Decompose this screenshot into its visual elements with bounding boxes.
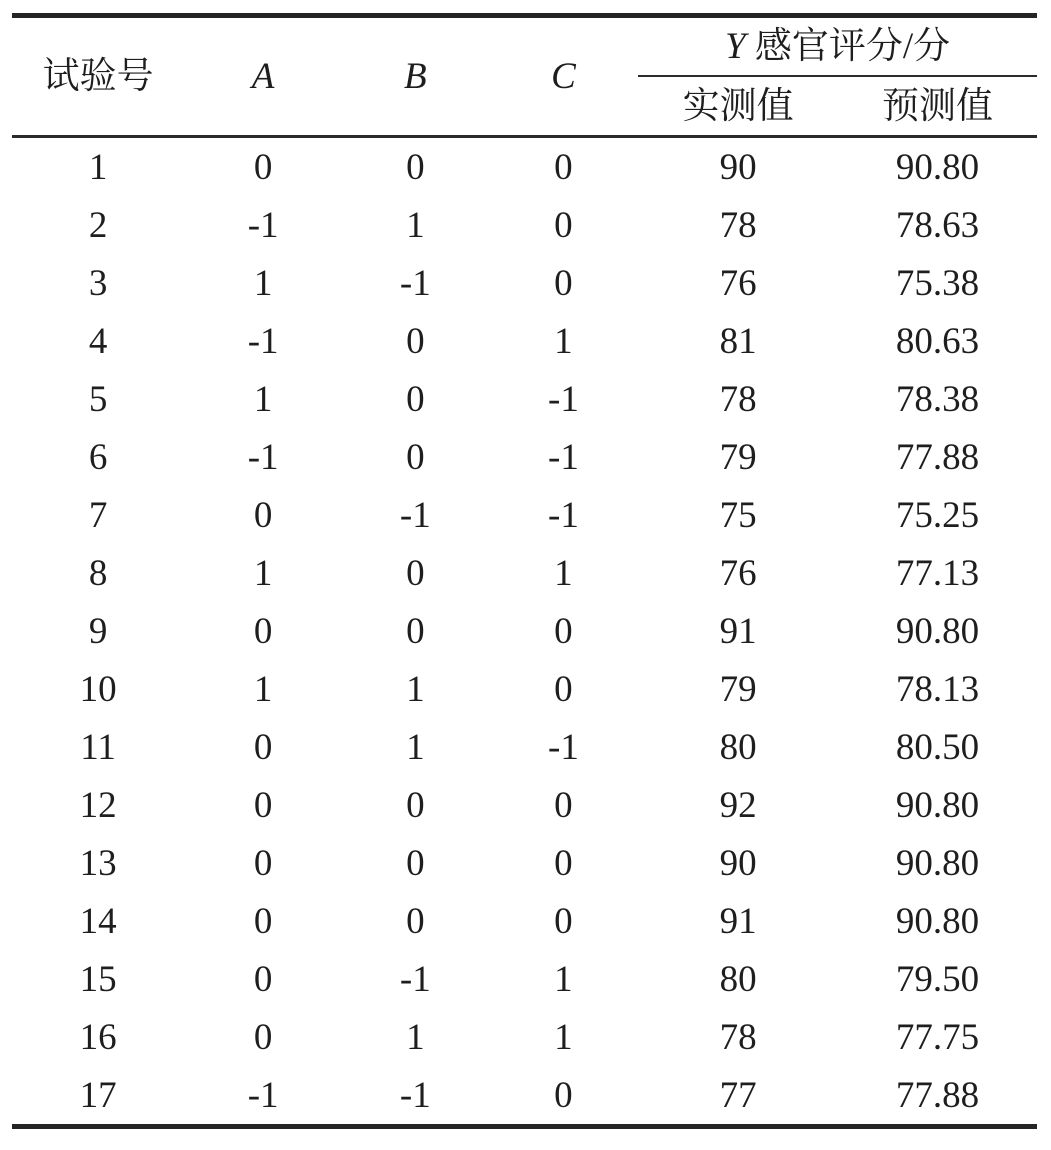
cell-measured-value: 75 [719,494,757,536]
cell-factor-c: 0 [554,842,573,884]
cell-factor-b: 0 [406,146,425,188]
cell-factor-c: -1 [548,436,579,478]
table-row [12,950,1037,1008]
cell-test-number: 13 [79,842,117,884]
cell-measured-value: 91 [719,610,757,652]
header-factor-b: B [342,16,489,137]
cell-measured-value: 80 [719,958,757,1000]
cell-predicted-value: 78.38 [895,378,980,420]
cell-factor-a: 0 [253,1016,273,1058]
cell-factor-a: 0 [253,610,273,652]
cell-predicted-value: 78.13 [895,668,980,710]
cell-factor-c: 0 [554,610,573,652]
cell-measured-value: 78 [719,1016,757,1058]
cell-predicted-value: 78.63 [895,204,980,246]
cell-factor-a: 0 [253,784,273,826]
header-group-row [12,16,1037,77]
cell-test-number: 10 [79,668,117,710]
cell-measured-value: 77 [719,1074,757,1116]
cell-predicted-value: 77.13 [895,552,980,594]
table-row [12,1066,1037,1127]
cell-factor-a: 0 [253,146,273,188]
cell-factor-a: 0 [253,726,273,768]
cell-predicted-value: 77.88 [895,436,980,478]
header-predicted-value: 预测值 [838,76,1037,137]
cell-factor-c: 0 [554,1074,573,1116]
cell-factor-b: -1 [399,262,431,304]
cell-predicted-value: 90.80 [895,610,980,652]
cell-factor-a: 0 [253,842,273,884]
table-row [12,660,1037,718]
cell-predicted-value: 90.80 [895,146,980,188]
cell-measured-value: 78 [719,378,757,420]
cell-test-number: 14 [79,900,117,942]
cell-test-number: 15 [79,958,117,1000]
cell-predicted-value: 75.38 [895,262,980,304]
cell-factor-a: -1 [247,320,279,362]
cell-test-number: 6 [88,436,108,478]
cell-factor-a: -1 [247,436,279,478]
header-test-number: 试验号 [12,16,184,137]
cell-test-number: 7 [88,494,108,536]
cell-factor-a: 1 [253,552,273,594]
cell-factor-a: -1 [247,204,279,246]
cell-measured-value: 91 [719,900,757,942]
cell-factor-a: 1 [253,262,273,304]
cell-measured-value: 90 [719,146,757,188]
table-row [12,1008,1037,1066]
cell-factor-c: 0 [554,262,573,304]
cell-factor-b: 0 [406,378,425,420]
cell-measured-value: 80 [719,726,757,768]
header-y-label: 感官评分/分 [745,26,951,67]
header-factor-c: C [489,16,639,137]
cell-factor-c: 1 [554,320,573,362]
cell-test-number: 4 [88,320,108,362]
table-row [12,602,1037,660]
cell-measured-value: 92 [719,784,757,826]
table-row [12,544,1037,602]
cell-test-number: 1 [88,146,108,188]
table-row [12,312,1037,370]
cell-factor-c: -1 [548,378,579,420]
cell-factor-c: 0 [554,668,573,710]
experiment-results-table [12,13,1037,1129]
cell-predicted-value: 90.80 [895,900,980,942]
header-y-score-group [638,16,1037,77]
cell-measured-value: 76 [719,552,757,594]
header-measured-value: 实测值 [638,76,838,137]
cell-test-number: 9 [88,610,108,652]
cell-factor-b: 1 [406,204,425,246]
cell-factor-c: 0 [554,900,573,942]
cell-factor-b: -1 [399,958,431,1000]
cell-test-number: 5 [88,378,108,420]
cell-test-number: 11 [80,726,116,768]
table-header [12,16,1037,137]
cell-measured-value: 81 [719,320,757,362]
cell-predicted-value: 79.50 [895,958,980,1000]
cell-factor-b: 1 [406,726,425,768]
table-row [12,137,1037,197]
cell-test-number: 12 [79,784,117,826]
cell-factor-b: 0 [406,900,425,942]
cell-test-number: 8 [88,552,108,594]
cell-test-number: 2 [88,204,108,246]
cell-measured-value: 79 [719,668,757,710]
cell-factor-a: 1 [253,378,273,420]
cell-predicted-value: 90.80 [895,842,980,884]
table-row [12,892,1037,950]
table-row [12,834,1037,892]
table-row [12,718,1037,776]
cell-factor-a: 0 [253,494,273,536]
cell-test-number: 17 [79,1074,117,1116]
cell-factor-c: 1 [554,1016,573,1058]
cell-predicted-value: 75.25 [895,494,980,536]
cell-factor-b: 0 [406,842,425,884]
cell-factor-c: 1 [554,552,573,594]
cell-factor-b: 0 [406,320,425,362]
table-row [12,428,1037,486]
table-row [12,254,1037,312]
cell-predicted-value: 90.80 [895,784,980,826]
cell-measured-value: 79 [719,436,757,478]
cell-factor-b: 0 [406,436,425,478]
cell-factor-a: 1 [253,668,273,710]
cell-factor-b: 0 [406,610,425,652]
cell-factor-a: 0 [253,900,273,942]
cell-predicted-value: 80.63 [895,320,980,362]
cell-predicted-value: 77.88 [895,1074,980,1116]
cell-factor-b: 1 [406,668,425,710]
table-body [12,137,1037,1127]
cell-factor-b: 1 [406,1016,425,1058]
cell-factor-c: -1 [548,726,579,768]
cell-predicted-value: 77.75 [895,1016,980,1058]
table-row [12,776,1037,834]
table-row [12,370,1037,428]
table-row [12,486,1037,544]
cell-factor-c: -1 [548,494,579,536]
cell-measured-value: 76 [719,262,757,304]
cell-factor-b: -1 [399,1074,431,1116]
cell-predicted-value: 80.50 [895,726,980,768]
cell-measured-value: 90 [719,842,757,884]
cell-factor-c: 0 [554,204,573,246]
cell-factor-c: 0 [554,784,573,826]
cell-factor-a: -1 [247,1074,279,1116]
cell-factor-b: -1 [399,494,431,536]
cell-test-number: 16 [79,1016,117,1058]
header-factor-a: A [184,16,342,137]
cell-factor-b: 0 [406,552,425,594]
header-y-symbol: Y [725,26,746,67]
table-row [12,196,1037,254]
cell-factor-c: 0 [554,146,573,188]
cell-factor-b: 0 [406,784,425,826]
cell-factor-c: 1 [554,958,573,1000]
cell-measured-value: 78 [719,204,757,246]
cell-factor-a: 0 [253,958,273,1000]
cell-test-number: 3 [88,262,108,304]
